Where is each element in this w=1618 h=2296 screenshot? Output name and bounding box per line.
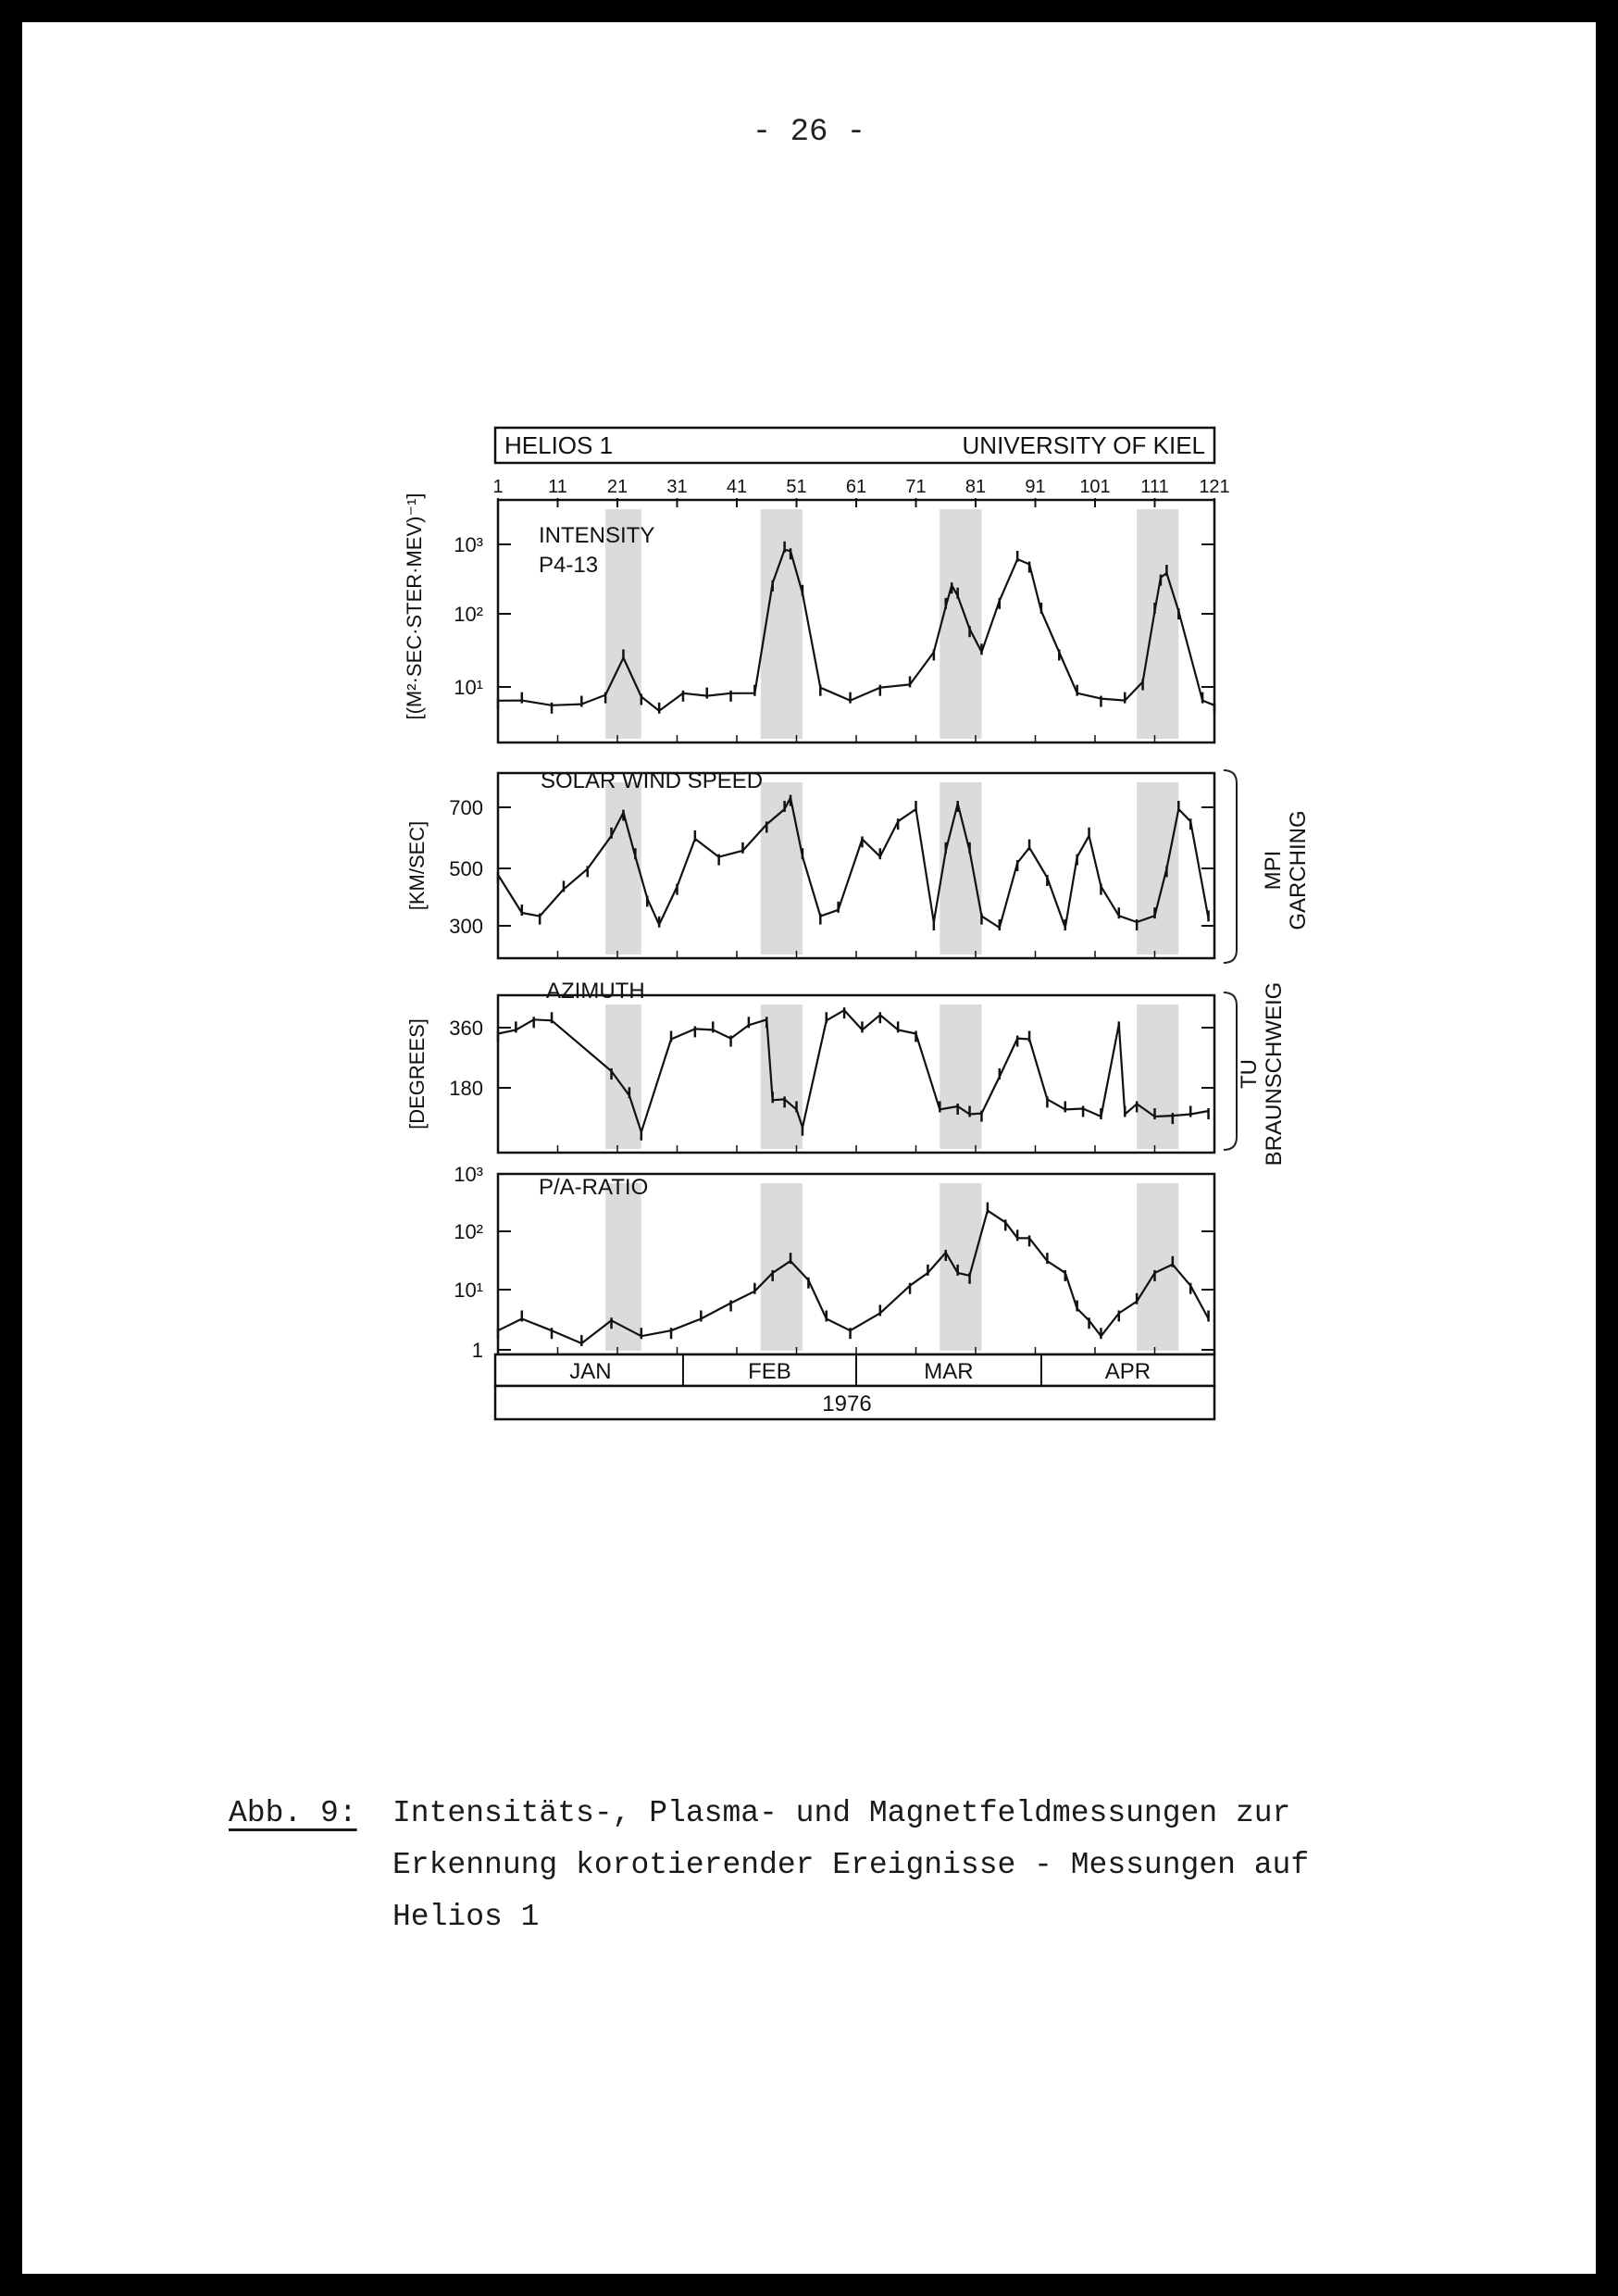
day-tick-label: 111 (1140, 477, 1169, 497)
wind-y-axis-title: [KM/SEC] (405, 820, 429, 911)
caption-line-2: Erkennung korotierender Ereignisse - Messungen auf (392, 1848, 1310, 1882)
y-tick-label: 180 (449, 1077, 483, 1100)
day-tick-label: 21 (606, 477, 629, 497)
day-tick-label: 1 (492, 477, 504, 497)
month-label: APR (1104, 1359, 1151, 1384)
y-tick-label: 10¹ (454, 1279, 483, 1302)
day-tick-label: 51 (786, 477, 807, 497)
mpi-bracket (1224, 770, 1237, 963)
header-left-label: HELIOS 1 (504, 431, 614, 459)
shaded-interval (940, 509, 981, 739)
tu-label: TU (1237, 1059, 1262, 1089)
day-tick-label: 91 (1025, 477, 1046, 497)
shaded-interval (605, 782, 641, 955)
wind-series-line (498, 798, 1209, 928)
shaded-interval (761, 782, 803, 955)
day-tick-label: 71 (905, 477, 927, 497)
day-tick-label: 121 (1199, 477, 1230, 497)
data-panels (449, 509, 1214, 1362)
y-tick-label: 360 (449, 1017, 483, 1040)
pa-ratio-title: P/A-RATIO (539, 1175, 649, 1200)
garching-label: GARCHING (1286, 810, 1311, 930)
caption-line-1: Intensitäts-, Plasma- und Magnetfeldmessungen zur (392, 1796, 1291, 1830)
shaded-interval (940, 1004, 981, 1149)
header-right-label: UNIVERSITY OF KIEL (962, 431, 1205, 459)
day-tick-label: 81 (965, 477, 987, 497)
y-tick-label: 10³ (454, 1163, 483, 1186)
caption-line-3: Helios 1 (392, 1900, 540, 1934)
wind-panel (449, 782, 1214, 958)
y-tick-label: 500 (449, 857, 483, 880)
caption-label: Abb. 9: (229, 1796, 357, 1830)
day-tick-label: 31 (666, 477, 688, 497)
azimuth-y-axis-title: [DEGREES] (405, 1018, 429, 1129)
azimuth-panel (449, 1004, 1214, 1153)
day-tick-label: 11 (548, 477, 567, 497)
intensity-title: INTENSITY (539, 523, 655, 548)
shaded-interval (1137, 782, 1178, 955)
y-tick-label: 700 (449, 796, 483, 819)
intensity-y-axis-title: [(M²·SEC·STER·MEV)⁻¹] (403, 493, 426, 720)
braunschweig-label: BRAUNSCHWEIG (1262, 981, 1287, 1167)
day-tick-label: 41 (726, 477, 748, 497)
y-tick-label: 10³ (454, 533, 483, 556)
y-tick-label: 1 (471, 1339, 483, 1362)
intensity-subtitle: P4-13 (539, 553, 599, 578)
y-tick-label: 300 (449, 915, 483, 938)
shaded-interval (940, 1183, 981, 1351)
mpi-label: MPI (1261, 850, 1286, 891)
month-label: FEB (748, 1359, 791, 1384)
azimuth-title: AZIMUTH (546, 979, 645, 1004)
shaded-interval (940, 782, 981, 955)
day-axis (492, 477, 1229, 507)
shaded-interval (1137, 509, 1178, 739)
page-number: - 26 - (752, 115, 866, 150)
shaded-interval (1137, 1004, 1178, 1149)
wind-title: SOLAR WIND SPEED (541, 768, 764, 793)
y-tick-label: 10² (454, 1220, 483, 1243)
tu-bracket (1224, 992, 1237, 1150)
day-tick-label: 61 (845, 477, 867, 497)
y-tick-label: 10² (454, 603, 483, 626)
day-tick-label: 101 (1079, 477, 1111, 497)
year-label: 1976 (822, 1391, 872, 1416)
pa-ratio-series-line (498, 1211, 1209, 1343)
month-label: JAN (569, 1359, 612, 1384)
month-label: MAR (924, 1359, 974, 1384)
y-tick-label: 10¹ (454, 676, 483, 699)
